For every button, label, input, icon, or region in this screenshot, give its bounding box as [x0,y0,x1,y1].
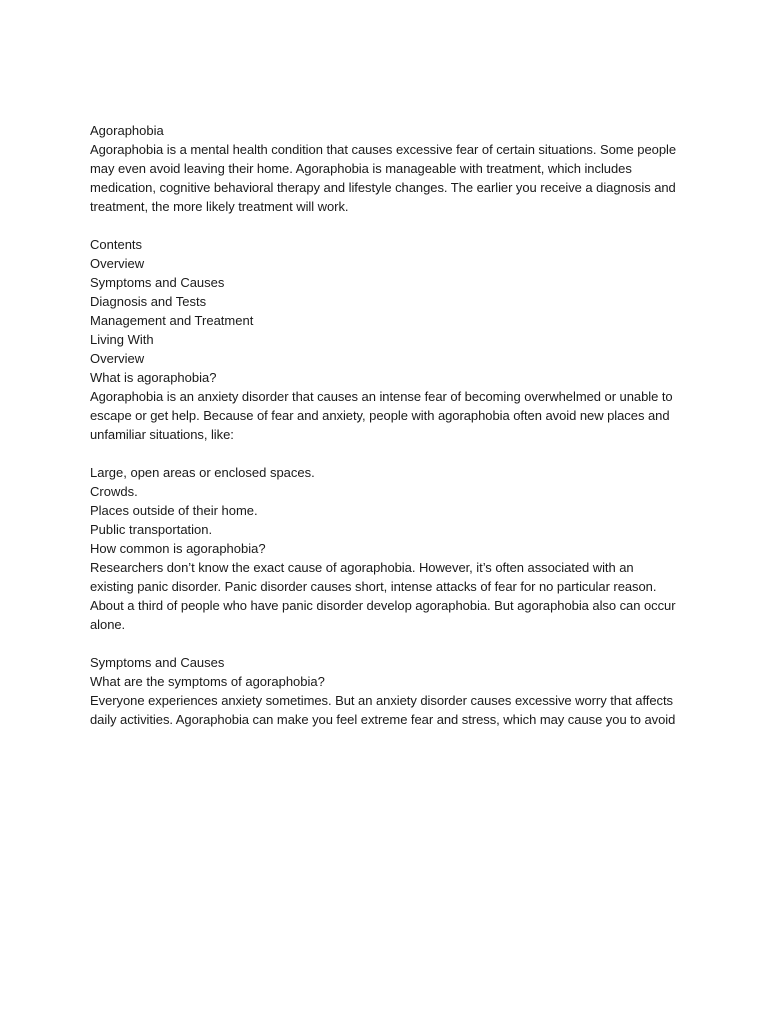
symptoms-heading: Symptoms and Causes [90,655,225,670]
symptoms-paragraph: Everyone experiences anxiety sometimes. But an anxiety disorder causes excessive worry that affects daily activities. Agoraphobia can make you feel extreme fear and stress, which may cause you to avoid [90,693,676,727]
contents-heading: Contents [90,237,143,252]
spacer [90,444,680,463]
how-common-paragraph: Researchers don’t know the exact cause of agoraphobia. However, it’s often associated with an existing panic disorder. Panic disorder causes short, intense attacks of fear for no particular reason. About a third of people who have panic disorder develop agoraphobia. But agoraphobia also can occur alone. [90,560,676,632]
overview-heading: Overview [90,351,145,366]
document-body [90,121,680,729]
contents-item-overview: Overview [90,256,145,271]
situation-item: Crowds. [90,484,138,499]
contents-item-diagnosis: Diagnosis and Tests [90,294,207,309]
situation-item: Public transportation. [90,522,213,537]
spacer [90,634,680,653]
spacer [90,216,680,235]
situation-item: Large, open areas or enclosed spaces. [90,465,315,480]
contents-item-management: Management and Treatment [90,313,254,328]
contents-item-living-with: Living With [90,332,154,347]
what-is-heading: What is agoraphobia? [90,370,217,385]
contents-item-symptoms: Symptoms and Causes [90,275,225,290]
how-common-heading: How common is agoraphobia? [90,541,266,556]
document-title: Agoraphobia [90,123,164,138]
situation-item: Places outside of their home. [90,503,258,518]
symptoms-question: What are the symptoms of agoraphobia? [90,674,325,689]
what-is-paragraph: Agoraphobia is an anxiety disorder that causes an intense fear of becoming overwhelmed or unable to escape or get help. Because of fear and anxiety, people with agoraphobia often avoid new places and unfamiliar situations, like: [90,389,673,442]
intro-paragraph: Agoraphobia is a mental health condition that causes excessive fear of certain situations. Some people may even avoid leaving their home. Agoraphobia is manageable with treatment, which includes medication, cognitive behavioral therapy and lifestyle changes. The earlier you receive a diagnosis and treatment, the more likely treatment will work. [90,142,677,214]
